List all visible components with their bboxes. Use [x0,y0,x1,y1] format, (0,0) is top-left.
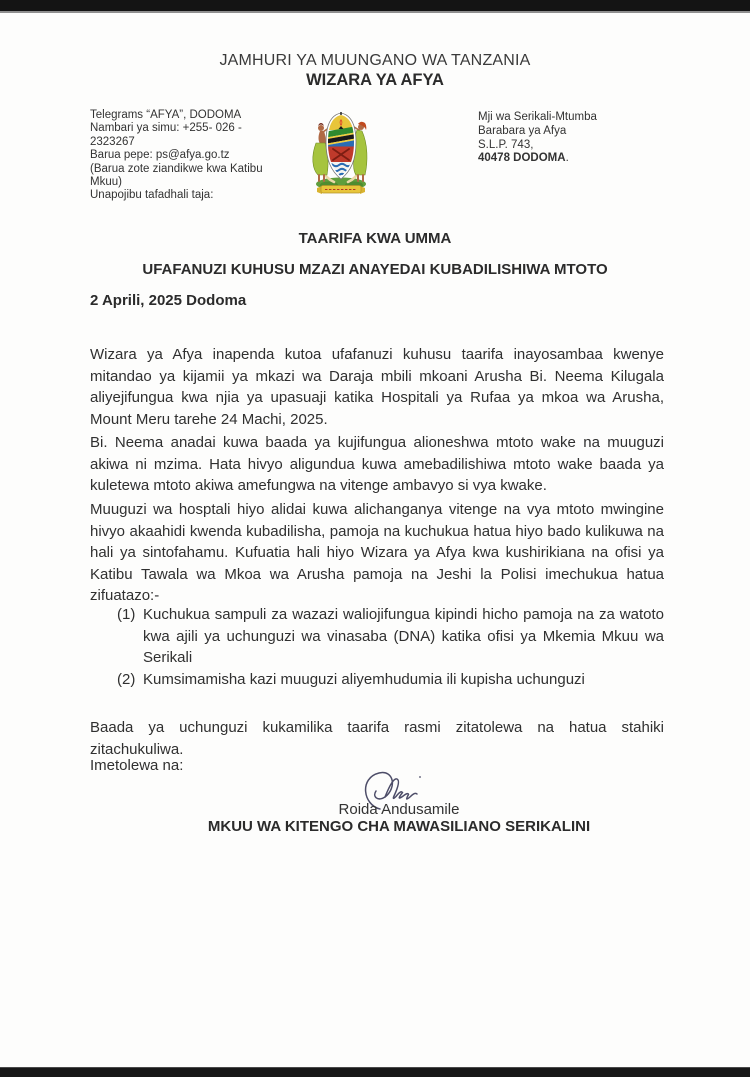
photo-top-bar [0,0,750,13]
closing-paragraph: Baada ya uchunguzi kukamilika taarifa rasmi zitatolewa na hatua stahiki zitachukuliwa. [90,719,664,758]
photo-bottom-bar [0,1067,750,1077]
address-block [478,111,597,166]
tanzania-coat-of-arms-icon [296,112,386,200]
body-paragraph-3: Muuguzi wa hosptali hiyo alidai kuwa alichanganya vitenge na vya mtoto mwingine hivyo akaahidi kwenda kubadilisha, pamoja na kuchukua hatua hiyo bado kulikuwa na hali ya sintofahamu. Kufuatia hali hiyo Wizara ya Afya kwa kushirikiana na ofisi ya Katibu Tawala wa Mkoa wa Arusha pamoja na Jeshi la Polisi imechukua hatua zifuatazo:- [90,501,664,605]
signatory-title: MKUU WA KITENGO CHA MAWASILIANO SERIKALINI [207,818,591,835]
address-line: Barabara ya Afya [478,124,567,137]
measures-list [117,604,664,690]
country-title: JAMHURI YA MUUNGANO WA TANZANIA [219,52,531,69]
notice-heading: TAARIFA KWA UMMA [298,230,452,247]
contact-block [90,109,310,203]
list-item-marker: (2) [117,670,136,688]
address-line: Mji wa Serikali-Mtumba [478,111,597,123]
postcode-city: 40478 DODOMA [478,152,566,165]
list-item [117,604,664,669]
contact-line: Unapojibu tafadhali taja: [90,189,214,202]
contact-line: Nambari ya simu: +255- 026 - [90,122,242,135]
notice-subject: UFAFANUZI KUHUSU MZAZI ANAYEDAI KUBADILISHIWA MTOTO [142,261,608,278]
signatory-name: Roida Andusamile [338,801,460,818]
address-line: S.L.P. 743, [478,138,534,151]
list-item-text: Kuchukua sampuli za wazazi waliojifungua kipindi hicho pamoja na za watoto kwa ajili ya uchunguzi wa vinasaba (DNA) katika ofisi ya Mkemia Mkuu wa Serikali [143,606,664,667]
body-paragraph-2: Bi. Neema anadai kuwa baada ya kujifungua alioneshwa mtoto wake na muuguzi akiwa ni mzima. Hata hivyo aligundua kuwa amebadilishiwa mtoto wake baada ya kuletewa mtoto akiwa amefungwa na vitenge ambavyo si vya kwake. [90,434,664,495]
contact-line: Mkuu) [90,176,122,189]
ministry-title: WIZARA YA AFYA [306,71,444,89]
contact-line: Barua pepe: ps@afya.go.tz [90,149,230,162]
list-item [117,669,664,691]
address-line-bold [478,152,597,166]
dateline: 2 Aprili, 2025 Dodoma [90,292,247,309]
contact-line: (Barua zote ziandikwe kwa Katibu [90,162,263,175]
list-item-marker: (1) [117,606,136,623]
contact-line: Telegrams “AFYA”, DODOMA [90,109,242,121]
list-item-text: Kumsimamisha kazi muuguzi aliyemhudumia ili kupisha uchunguzi [143,670,585,688]
body-paragraph-1: Wizara ya Afya inapenda kutoa ufafanuzi kuhusu taarifa inayosambaa kwenye mitandao ya kijamii ya mkazi wa Daraja mbili mkoani Arusha Bi. Neema Kilugala aliyejifungua kwa njia ya upasuaji katika Hospitali ya Rufaa ya mkoa wa Arusha, Mount Meru tarehe 24 Machi, 2025. [90,346,664,428]
issued-by-label: Imetolewa na: [90,757,184,774]
contact-line: 2323267 [90,135,135,148]
postcode-suffix: . [565,152,569,165]
